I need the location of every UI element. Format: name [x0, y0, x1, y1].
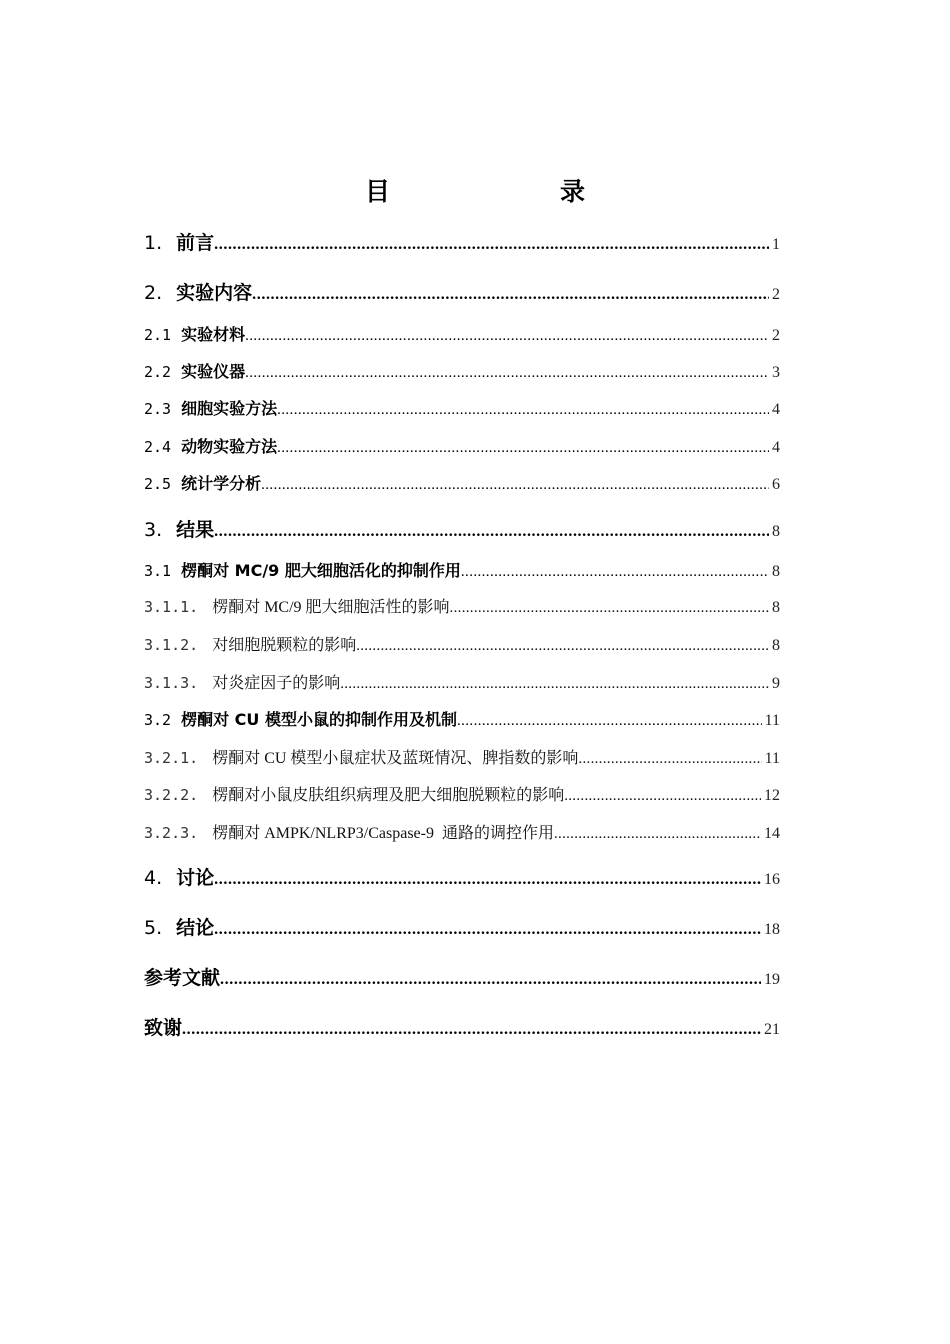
toc-entry-label: 统计学分析 [181, 474, 262, 493]
toc-dot-leader [554, 826, 761, 843]
toc-dot-leader [564, 788, 761, 805]
toc-entry-label: 细胞实验方法 [181, 399, 278, 418]
toc-entry-label: 楞酮对 AMPK/NLRP3/Caspase-9 通路的调控作用 [212, 825, 554, 842]
toc-entry[interactable] [144, 782, 780, 805]
toc-entry-label: 结果 [176, 519, 215, 541]
toc-entry-number: 3.1.2. [144, 636, 199, 654]
toc-entry-number: 2.1 [144, 326, 172, 344]
toc-entry[interactable] [144, 228, 780, 255]
toc-entry-label: 实验仪器 [181, 362, 246, 381]
toc-entry-number: 2. [144, 282, 163, 304]
toc-entry[interactable] [144, 745, 780, 768]
toc-entry[interactable] [144, 707, 780, 730]
toc-entry-page-number: 14 [764, 825, 780, 842]
toc-entry[interactable] [144, 359, 780, 382]
toc-entry[interactable] [144, 278, 780, 305]
toc-entry-number: 3.2.1. [144, 749, 199, 767]
toc-dot-leader [578, 751, 761, 768]
toc-entry-page-number: 4 [772, 401, 780, 418]
toc-entry-page-number: 3 [772, 364, 780, 381]
toc-entry[interactable] [144, 632, 780, 655]
toc-entry-page-number: 2 [772, 286, 780, 303]
toc-dot-leader [261, 477, 769, 494]
toc-entry-page-number: 4 [772, 439, 780, 456]
toc-entry-number: 5. [144, 917, 163, 939]
toc-entry-label: 对细胞脱颗粒的影响 [212, 637, 357, 654]
toc-dot-leader [245, 328, 769, 345]
toc-entry-number: 3.2.2. [144, 786, 199, 804]
toc-entry-label: 楞酮对 MC/9 肥大细胞活化的抑制作用 [181, 561, 461, 580]
toc-dot-leader [214, 871, 761, 889]
toc-entry[interactable] [144, 515, 780, 542]
toc-entry-number: 3.1.3. [144, 674, 199, 692]
toc-entry[interactable] [144, 913, 780, 940]
toc-entry-number: 2.3 [144, 400, 172, 418]
toc-entry-page-number: 8 [772, 637, 780, 654]
toc-entry[interactable] [144, 863, 780, 890]
toc-entry-page-number: 11 [764, 750, 780, 767]
toc-entry-page-number: 2 [772, 327, 780, 344]
toc-entry-number: 2.4 [144, 438, 172, 456]
toc-entry[interactable] [144, 594, 780, 617]
toc-entry[interactable] [144, 1013, 780, 1040]
toc-entry-number: 1. [144, 232, 163, 254]
toc-entry[interactable] [144, 396, 780, 419]
toc-entry-number: 3.2 [144, 711, 172, 729]
toc-entry-label: 参考文献 [144, 967, 221, 989]
toc-entry-label: 对炎症因子的影响 [212, 675, 341, 692]
toc-entry-page-number: 11 [764, 712, 780, 729]
toc-dot-leader [214, 921, 761, 939]
toc-dot-leader [182, 1021, 761, 1039]
toc-entry[interactable] [144, 670, 780, 693]
toc-dot-leader [252, 286, 769, 304]
toc-entry[interactable] [144, 820, 780, 843]
toc-entry-number: 4. [144, 867, 163, 889]
toc-entry-label: 实验内容 [176, 282, 253, 304]
toc-dot-leader [457, 713, 762, 730]
toc-title: 目 录 [364, 177, 625, 206]
toc-entry[interactable] [144, 963, 780, 990]
toc-entry-page-number: 18 [764, 921, 780, 938]
toc-entry-label: 结论 [176, 917, 215, 939]
toc-dot-leader [277, 440, 769, 457]
toc-entry-label: 楞酮对小鼠皮肤组织病理及肥大细胞脱颗粒的影响 [212, 787, 565, 804]
toc-entry-number: 2.5 [144, 475, 172, 493]
toc-dot-leader [245, 365, 769, 382]
toc-entry[interactable] [144, 471, 780, 494]
toc-entry-number: 3.1.1. [144, 598, 199, 616]
toc-entry-page-number: 12 [764, 787, 780, 804]
toc-dot-leader [340, 676, 769, 693]
toc-entry-number: 3. [144, 519, 163, 541]
toc-dot-leader [220, 971, 761, 989]
toc-entry-label: 楞酮对 CU 模型小鼠症状及蓝斑情况、脾指数的影响 [212, 750, 579, 767]
toc-entry-page-number: 8 [772, 599, 780, 616]
toc-entry[interactable] [144, 434, 780, 457]
toc-entry-page-number: 8 [772, 523, 780, 540]
toc-entry-page-number: 9 [772, 675, 780, 692]
toc-entry-number: 3.2.3. [144, 824, 199, 842]
toc-entry-number: 2.2 [144, 363, 172, 381]
toc-entry[interactable] [144, 558, 780, 581]
toc-entry-page-number: 19 [764, 971, 780, 988]
toc-entry-label: 实验材料 [181, 325, 246, 344]
toc-dot-leader [450, 600, 769, 617]
toc-dot-leader [277, 402, 769, 419]
toc-entry-page-number: 1 [772, 236, 780, 253]
toc-dot-leader [356, 638, 769, 655]
toc-dot-leader [214, 523, 769, 541]
toc-entry-page-number: 8 [772, 563, 780, 580]
toc-dot-leader [214, 236, 769, 254]
toc-entry-label: 致谢 [144, 1017, 183, 1039]
toc-entry-label: 动物实验方法 [181, 437, 278, 456]
toc-entry-label: 楞酮对 MC/9 肥大细胞活性的影响 [212, 599, 450, 616]
toc-entry-number: 3.1 [144, 562, 172, 580]
toc-entry-page-number: 16 [764, 871, 780, 888]
toc-entry-label: 前言 [176, 232, 215, 254]
toc-entry-page-number: 21 [764, 1021, 780, 1038]
toc-entry[interactable] [144, 322, 780, 345]
toc-dot-leader [461, 564, 769, 581]
toc-entry-label: 楞酮对 CU 模型小鼠的抑制作用及机制 [181, 710, 457, 729]
toc-entry-label: 讨论 [176, 867, 215, 889]
toc-entry-page-number: 6 [772, 476, 780, 493]
